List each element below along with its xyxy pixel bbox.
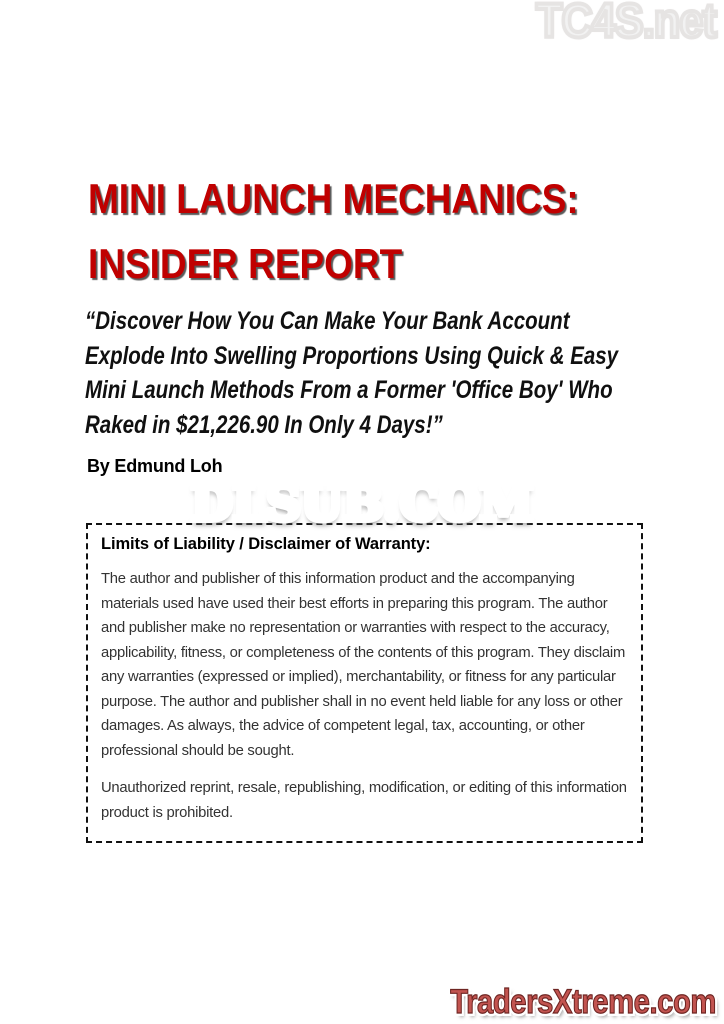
- disclaimer-paragraph-1: The author and publisher of this information product and the accompanying materials used have used their best efforts in preparing this program. The author and publisher make no representation or warranties with respect to the accuracy, applicability, fitness, or completeness of the contents of this program. They disclaim any warranties (expressed or implied), merchantability, or fitness for any particular purpose. The author and publisher shall in no event held liable for any loss or other damages. As always, the advice of competent legal, tax, accounting, or other professional should be sought.: [101, 571, 626, 759]
- report-title-line-2: INSIDER REPORT: [88, 240, 403, 287]
- report-title-line-1: MINI LAUNCH MECHANICS:: [88, 175, 579, 222]
- report-title: [88, 166, 579, 296]
- author-byline: By Edmund Loh: [87, 456, 223, 476]
- disclaimer-heading: Limits of Liability / Disclaimer of Warranty:: [101, 535, 431, 553]
- tradersxtreme-site-logo: TradersXtreme.com TradersXtreme.com: [450, 983, 716, 1022]
- disclaimer-paragraph-2: Unauthorized reprint, resale, republishing, modification, or editing of this information product is prohibited.: [101, 780, 627, 821]
- tc4s-site-logo: TC4S.net TC4S.net: [536, 0, 716, 49]
- dlsub-watermark-logo: DLSUB.COM DLSUB.COM: [191, 480, 533, 528]
- disclaimer-box: [86, 523, 643, 843]
- headline-quote-line-3: Mini Launch Methods From a Former 'Office Boy' Who: [85, 376, 613, 404]
- headline-quote-line-1: “Discover How You Can Make Your Bank Account: [85, 307, 570, 335]
- headline-quote-line-4: Raked in $21,226.90 In Only 4 Days!”: [85, 410, 443, 439]
- headline-quote: [85, 304, 618, 442]
- headline-quote-line-2: Explode Into Swelling Proportions Using Quick & Easy: [85, 341, 619, 370]
